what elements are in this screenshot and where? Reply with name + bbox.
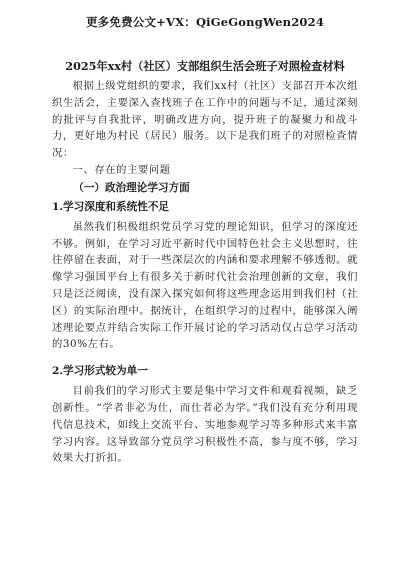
item-heading-2: 2.学习形式较为单一: [52, 365, 148, 378]
intro-paragraph: 根据上级党组织的要求，我们xx村（社区）支部召开本次组织生活会，主要深入查找班子在工作中的问题与不足，通过深刻的批评与自我批评，明确改进方向，提升班子的凝聚力和战斗力，更好地为村民（居民）服务。以下是我们班子的对照检查情况：: [52, 80, 358, 160]
item-heading-1: 1.学习深度和系统性不足: [52, 200, 169, 213]
section-heading: 一、存在的主要问题: [72, 163, 171, 176]
item-body-1: 虽然我们积极组织党员学习党的理论知识，但学习的深度还不够。例如，在学习习近平新时代中国特色社会主义思想时，往往停留在表面，对于一些深层次的内涵和要求理解不够透彻。就像学习强国平台上有很多关于新时代社会治理创新的文章，我们只是泛泛阅读，没有深入探究如何将这些理念运用到我们村（社区）的实际治理中。据统计，在组织学习的过程中，能够深入阐述理论要点并结合实际工作开展讨论的学习活动仅占总学习活动的30%左右。: [52, 220, 358, 351]
spacer: [52, 353, 358, 361]
subsection-heading: （一）政治理论学习方面: [73, 181, 190, 194]
document-title: 2025年xx村（社区）支部组织生活会班子对照检查材料: [65, 59, 345, 73]
item-body-2: 目前我们的学习形式主要是集中学习文件和观看视频，缺乏创新性。“学者非必为仕，而仕者必为学。”我们没有充分利用现代信息技术，如线上交流平台、实地参观学习等多种形式来丰富学习内容。这导致部分党员学习积极性不高，参与度不够，学习效果大打折扣。: [52, 385, 358, 465]
promo-banner: 更多免费公文+VX：QiGeGongWen2024: [85, 15, 325, 29]
